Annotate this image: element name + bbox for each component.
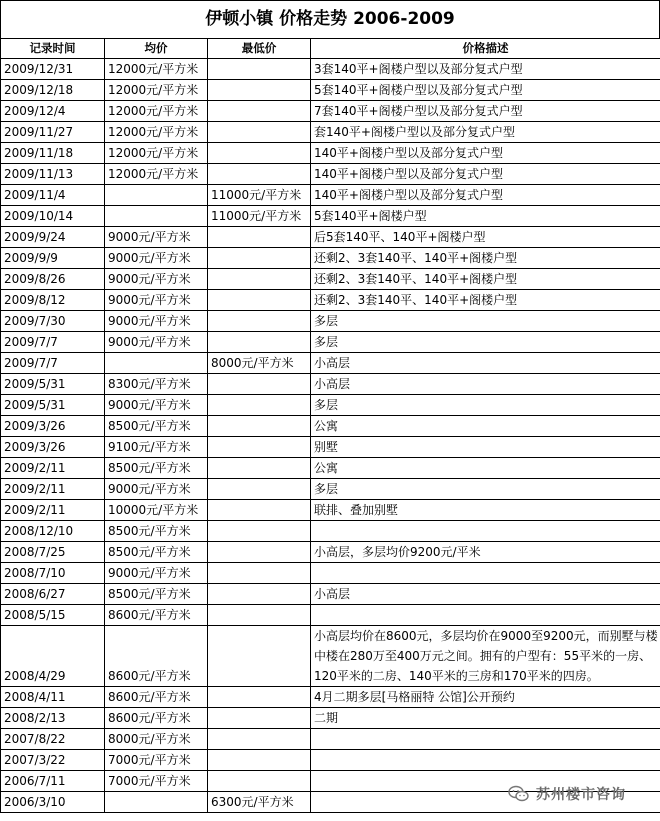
table-row: [1, 185, 660, 206]
row-date: 2009/2/11: [1, 500, 105, 521]
row-date: 2009/12/31: [1, 59, 105, 80]
table-row: [1, 605, 660, 626]
row-avg-price: 12000元/平方米: [105, 143, 208, 164]
row-avg-price: [105, 185, 208, 206]
table-row: [1, 708, 660, 729]
row-date: 2008/4/29: [1, 626, 105, 687]
row-date: 2009/5/31: [1, 395, 105, 416]
row-min-price: [208, 458, 311, 479]
row-description: 小高层: [311, 374, 660, 395]
row-date: 2009/11/27: [1, 122, 105, 143]
table-row: [1, 521, 660, 542]
row-avg-price: 8000元/平方米: [105, 729, 208, 750]
row-description: 还剩2、3套140平、140平+阁楼户型: [311, 248, 660, 269]
row-description: [311, 521, 660, 542]
row-description: 5套140平+阁楼户型: [311, 206, 660, 227]
row-date: 2008/5/15: [1, 605, 105, 626]
row-description: [311, 605, 660, 626]
row-date: 2009/9/24: [1, 227, 105, 248]
table-row: [1, 729, 660, 750]
row-description: 联排、叠加别墅: [311, 500, 660, 521]
row-avg-price: 12000元/平方米: [105, 164, 208, 185]
row-avg-price: 9000元/平方米: [105, 269, 208, 290]
row-date: 2009/8/26: [1, 269, 105, 290]
row-description: 5套140平+阁楼户型以及部分复式户型: [311, 80, 660, 101]
header-avg-price: 均价: [105, 39, 208, 59]
row-date: 2008/7/10: [1, 563, 105, 584]
row-description: 别墅: [311, 437, 660, 458]
row-avg-price: 9000元/平方米: [105, 563, 208, 584]
row-avg-price: [105, 353, 208, 374]
row-avg-price: 9100元/平方米: [105, 437, 208, 458]
row-avg-price: [105, 206, 208, 227]
row-min-price: [208, 395, 311, 416]
row-description: 多层: [311, 332, 660, 353]
row-min-price: [208, 143, 311, 164]
watermark-text: 苏州楼市咨询: [536, 787, 626, 803]
table-body: [1, 59, 660, 813]
table-row: [1, 164, 660, 185]
row-date: 2008/7/25: [1, 542, 105, 563]
row-min-price: [208, 164, 311, 185]
header-min-price: 最低价: [208, 39, 311, 59]
row-description: 小高层，多层均价9200元/平米: [311, 542, 660, 563]
table-row: [1, 458, 660, 479]
wechat-logo-icon: [508, 785, 530, 803]
row-min-price: [208, 500, 311, 521]
watermark: [508, 780, 658, 808]
table-row: [1, 626, 660, 687]
table-row: [1, 416, 660, 437]
row-date: 2009/12/18: [1, 80, 105, 101]
row-avg-price: 8500元/平方米: [105, 584, 208, 605]
row-avg-price: 9000元/平方米: [105, 248, 208, 269]
table-row: [1, 437, 660, 458]
row-date: 2006/7/11: [1, 771, 105, 792]
table-row: [1, 227, 660, 248]
row-min-price: [208, 227, 311, 248]
header-description: 价格描述: [311, 39, 660, 59]
row-avg-price: 12000元/平方米: [105, 59, 208, 80]
row-description: 7套140平+阁楼户型以及部分复式户型: [311, 101, 660, 122]
row-date: 2009/3/26: [1, 437, 105, 458]
row-description: 还剩2、3套140平、140平+阁楼户型: [311, 269, 660, 290]
table-row: [1, 353, 660, 374]
row-avg-price: 7000元/平方米: [105, 750, 208, 771]
row-min-price: [208, 729, 311, 750]
row-date: 2009/5/31: [1, 374, 105, 395]
row-date: 2009/7/7: [1, 353, 105, 374]
table-row: [1, 395, 660, 416]
row-avg-price: 12000元/平方米: [105, 101, 208, 122]
table-row: [1, 332, 660, 353]
row-date: 2009/8/12: [1, 290, 105, 311]
row-avg-price: 9000元/平方米: [105, 332, 208, 353]
row-avg-price: 8600元/平方米: [105, 687, 208, 708]
table-row: [1, 563, 660, 584]
row-description: 二期: [311, 708, 660, 729]
table-row: [1, 750, 660, 771]
row-min-price: [208, 584, 311, 605]
row-avg-price: 10000元/平方米: [105, 500, 208, 521]
table-row: [1, 479, 660, 500]
row-min-price: [208, 437, 311, 458]
table-row: [1, 269, 660, 290]
row-avg-price: 8600元/平方米: [105, 626, 208, 687]
row-min-price: 11000元/平方米: [208, 185, 311, 206]
row-avg-price: 8500元/平方米: [105, 542, 208, 563]
row-description: 公寓: [311, 416, 660, 437]
table-row: [1, 206, 660, 227]
row-min-price: [208, 332, 311, 353]
row-description: 4月二期多层[马格丽特 公馆]公开预约: [311, 687, 660, 708]
table-row: [1, 584, 660, 605]
row-date: 2009/12/4: [1, 101, 105, 122]
table-row: [1, 311, 660, 332]
table-row: [1, 687, 660, 708]
price-history-table: [0, 38, 660, 813]
row-min-price: [208, 101, 311, 122]
row-date: 2008/4/11: [1, 687, 105, 708]
row-date: 2008/2/13: [1, 708, 105, 729]
row-avg-price: 9000元/平方米: [105, 311, 208, 332]
row-min-price: [208, 80, 311, 101]
row-min-price: [208, 750, 311, 771]
row-description: [311, 563, 660, 584]
row-date: 2009/2/11: [1, 458, 105, 479]
row-description: [311, 750, 660, 771]
row-avg-price: 8600元/平方米: [105, 605, 208, 626]
table-row: [1, 122, 660, 143]
row-description: 多层: [311, 311, 660, 332]
row-description: 小高层: [311, 353, 660, 374]
header-date: 记录时间: [1, 39, 105, 59]
row-date: 2009/2/11: [1, 479, 105, 500]
row-avg-price: 9000元/平方米: [105, 227, 208, 248]
row-date: 2009/7/30: [1, 311, 105, 332]
row-date: 2008/12/10: [1, 521, 105, 542]
row-avg-price: 12000元/平方米: [105, 122, 208, 143]
row-min-price: 6300元/平方米: [208, 792, 311, 813]
row-description: 后5套140平、140平+阁楼户型: [311, 227, 660, 248]
table-row: [1, 290, 660, 311]
row-avg-price: 12000元/平方米: [105, 80, 208, 101]
row-min-price: [208, 626, 311, 687]
row-avg-price: 9000元/平方米: [105, 479, 208, 500]
row-min-price: [208, 269, 311, 290]
row-date: 2009/3/26: [1, 416, 105, 437]
row-min-price: [208, 374, 311, 395]
table-title: 伊顿小镇 价格走势 2006-2009: [0, 0, 660, 38]
row-min-price: [208, 479, 311, 500]
row-min-price: [208, 122, 311, 143]
row-min-price: [208, 311, 311, 332]
row-date: 2006/3/10: [1, 792, 105, 813]
row-min-price: [208, 771, 311, 792]
row-description: 还剩2、3套140平、140平+阁楼户型: [311, 290, 660, 311]
row-description: 公寓: [311, 458, 660, 479]
row-min-price: [208, 59, 311, 80]
row-min-price: [208, 708, 311, 729]
row-avg-price: [105, 792, 208, 813]
row-avg-price: 8600元/平方米: [105, 708, 208, 729]
table-row: [1, 500, 660, 521]
row-description: 小高层均价在8600元，多层均价在9000至9200元，而别墅与楼中楼在280万至400万元之间。拥有的户型有：55平米的一房、120平米的二房、140平米的三房和170平米的四房。: [311, 626, 660, 687]
table-row: [1, 80, 660, 101]
row-description: 套140平+阁楼户型以及部分复式户型: [311, 122, 660, 143]
row-description: 3套140平+阁楼户型以及部分复式户型: [311, 59, 660, 80]
row-description: 140平+阁楼户型以及部分复式户型: [311, 164, 660, 185]
row-date: 2007/8/22: [1, 729, 105, 750]
table-row: [1, 59, 660, 80]
row-description: 多层: [311, 479, 660, 500]
row-description: [311, 729, 660, 750]
row-avg-price: 8500元/平方米: [105, 521, 208, 542]
table-row: [1, 374, 660, 395]
row-date: 2009/11/18: [1, 143, 105, 164]
row-avg-price: 8300元/平方米: [105, 374, 208, 395]
row-date: 2009/9/9: [1, 248, 105, 269]
row-min-price: 8000元/平方米: [208, 353, 311, 374]
row-min-price: [208, 605, 311, 626]
table-row: [1, 542, 660, 563]
table-row: [1, 248, 660, 269]
row-date: 2008/6/27: [1, 584, 105, 605]
row-date: 2007/3/22: [1, 750, 105, 771]
row-avg-price: 7000元/平方米: [105, 771, 208, 792]
row-min-price: [208, 416, 311, 437]
row-avg-price: 8500元/平方米: [105, 416, 208, 437]
row-min-price: [208, 248, 311, 269]
row-avg-price: 9000元/平方米: [105, 290, 208, 311]
row-min-price: [208, 290, 311, 311]
row-description: 140平+阁楼户型以及部分复式户型: [311, 185, 660, 206]
row-date: 2009/7/7: [1, 332, 105, 353]
table-row: [1, 101, 660, 122]
row-date: 2009/11/13: [1, 164, 105, 185]
row-description: 小高层: [311, 584, 660, 605]
row-date: 2009/11/4: [1, 185, 105, 206]
row-description: 多层: [311, 395, 660, 416]
row-min-price: 11000元/平方米: [208, 206, 311, 227]
row-min-price: [208, 563, 311, 584]
row-description: 140平+阁楼户型以及部分复式户型: [311, 143, 660, 164]
row-date: 2009/10/14: [1, 206, 105, 227]
header-row: [1, 39, 660, 59]
row-avg-price: 9000元/平方米: [105, 395, 208, 416]
row-min-price: [208, 542, 311, 563]
table-row: [1, 143, 660, 164]
row-min-price: [208, 687, 311, 708]
row-avg-price: 8500元/平方米: [105, 458, 208, 479]
row-min-price: [208, 521, 311, 542]
